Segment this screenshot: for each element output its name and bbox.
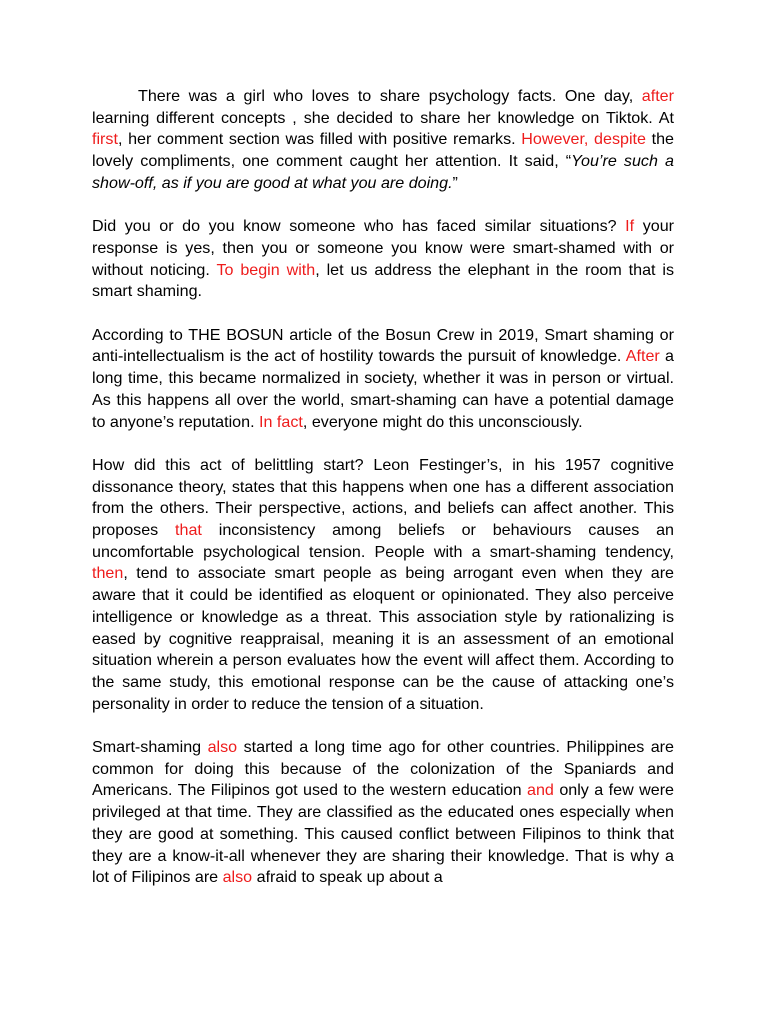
- quoted-comment: You’re such a show-off, as if you are good at what you are doing.: [92, 152, 674, 192]
- text-run: Did you or do you know someone who has faced similar situations?: [92, 217, 626, 236]
- text-run: Smart-shaming: [92, 738, 208, 757]
- transition-word: after: [641, 87, 674, 105]
- transition-word: first: [92, 130, 118, 149]
- paragraph-question: [92, 216, 674, 303]
- text-run: your response is yes, then you or someone you know were smart-shamed with or without noticing.: [92, 217, 675, 279]
- text-run: started a long time ago for other countries. Philippines are common for doing this because of the colonization of the Spaniards and Americans. The Filipinos got used to the western education: [92, 738, 674, 800]
- text-run: a long time, this became normalized in society, whether it was in person or virtual. As this happens all over the world, smart-shaming can have a potential damage to anyone’s reputation.: [92, 347, 674, 431]
- transition-word: However, despite: [521, 130, 646, 149]
- transition-word: also: [207, 738, 238, 757]
- text-run: afraid to speak up about a: [252, 868, 443, 887]
- text-run: , tend to associate smart people as being arrogant even when they are aware that it could be identified as eloquent or opinionated. They also perceive intelligence or knowledge as a threat. This association style by rationalizing is eased by cognitive reappraisal, meaning it is an assessment of an emotional situation wherein a person evaluates how the event will affect them. According to the same study, this emotional response can be the cause of attacking one’s personality in order to reduce the tension of a situation.: [92, 564, 674, 713]
- paragraph-origin: [92, 455, 674, 715]
- transition-word: After: [625, 347, 660, 366]
- text-run: According to THE BOSUN article of the Bosun Crew in 2019, Smart shaming or anti-intellectualism is the act of hostility towards the pursuit of knowledge.: [92, 325, 674, 366]
- transition-word: also: [222, 868, 253, 887]
- text-run: only a few were privileged at that time. They are classified as the educated ones especially when they are good at something. This caused conflict between Filipinos to think that they are a know-it-all whenever they are sharing their knowledge. That is why a lot of Filipinos are: [92, 781, 674, 887]
- text-run: How did this act of belittling start? Leon Festinger’s, in his 1957 cognitive dissonance theory, states that this happens when one has a different association from the others. Their perspective, actions, and beliefs can affect another. This proposes: [92, 455, 674, 540]
- document-page: [92, 86, 674, 911]
- transition-word: If: [625, 217, 635, 236]
- paragraph-intro: [92, 86, 674, 195]
- text-run: , let us address the elephant in the room that is smart shaming.: [92, 260, 675, 301]
- text-run: ”: [452, 173, 458, 192]
- transition-word: and: [527, 781, 554, 800]
- transition-word: In fact: [259, 412, 303, 431]
- transition-word: To begin with: [216, 260, 316, 279]
- text-run: , everyone might do this unconsciously.: [302, 412, 583, 431]
- transition-word: that: [175, 521, 202, 540]
- paragraph-definition: [92, 325, 674, 434]
- text-run: learning different concepts , she decided to share her knowledge on Tiktok. At: [92, 108, 674, 127]
- text-run: There was a girl who loves to share psychology facts. One day,: [138, 87, 642, 105]
- transition-word: then: [92, 564, 124, 583]
- text-run: the lovely compliments, one comment caught her attention. It said, “: [92, 130, 674, 171]
- paragraph-philippines: [92, 737, 674, 889]
- text-run: , her comment section was filled with positive remarks.: [117, 130, 522, 149]
- text-run: inconsistency among beliefs or behaviours causes an uncomfortable psychological tension. People with a smart-shaming tendency,: [92, 521, 674, 561]
